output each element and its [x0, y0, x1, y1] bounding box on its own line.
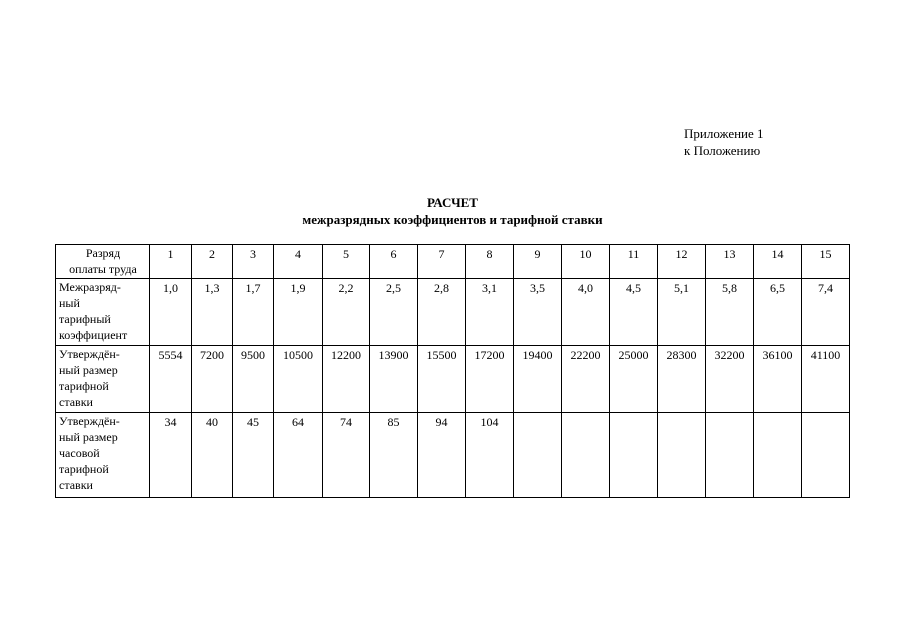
row-header — [56, 279, 150, 346]
table-cell: 19400 — [514, 346, 562, 413]
row-header-line: коэффициент — [59, 328, 128, 342]
table-cell: 45 — [233, 413, 274, 498]
table-cell: 10500 — [274, 346, 323, 413]
table-cell: 11 — [610, 245, 658, 279]
row-header-line: ставки — [59, 395, 93, 409]
table-cell: 13900 — [370, 346, 418, 413]
table-cell: 34 — [150, 413, 192, 498]
table-cell: 41100 — [802, 346, 850, 413]
table-cell: 7 — [418, 245, 466, 279]
table-cell: 3 — [233, 245, 274, 279]
row-header-line: Межразряд- — [59, 280, 121, 294]
row-header-line: Разряд — [85, 246, 121, 260]
table-cell: 8 — [466, 245, 514, 279]
table-cell: 2,8 — [418, 279, 466, 346]
table-cell: 64 — [274, 413, 323, 498]
table-cell: 5,1 — [658, 279, 706, 346]
table-cell — [562, 413, 610, 498]
table-cell: 15500 — [418, 346, 466, 413]
table-cell: 4,5 — [610, 279, 658, 346]
table-cell: 6,5 — [754, 279, 802, 346]
row-header-line: ставки — [59, 478, 93, 492]
table-cell: 2,5 — [370, 279, 418, 346]
row-header-line: тарифный — [59, 312, 111, 326]
row-header-line: ный размер — [59, 430, 118, 444]
table-row — [56, 346, 850, 413]
table-cell: 15 — [802, 245, 850, 279]
table-cell: 94 — [418, 413, 466, 498]
table-row — [56, 245, 850, 279]
table-cell: 13 — [706, 245, 754, 279]
table-cell — [754, 413, 802, 498]
table-cell: 1,0 — [150, 279, 192, 346]
table-cell: 85 — [370, 413, 418, 498]
row-header — [56, 245, 150, 279]
table-cell: 32200 — [706, 346, 754, 413]
table-cell — [802, 413, 850, 498]
title-line-1: РАСЧЕТ — [427, 195, 478, 210]
table-cell: 12 — [658, 245, 706, 279]
table-cell: 2,2 — [323, 279, 370, 346]
table-cell: 74 — [323, 413, 370, 498]
row-header — [56, 346, 150, 413]
table-cell — [658, 413, 706, 498]
table-cell: 22200 — [562, 346, 610, 413]
annex-note — [684, 125, 764, 159]
table-cell: 4,0 — [562, 279, 610, 346]
table-cell: 1,7 — [233, 279, 274, 346]
table-cell: 12200 — [323, 346, 370, 413]
table-cell: 1 — [150, 245, 192, 279]
table-cell: 5554 — [150, 346, 192, 413]
table-cell: 14 — [754, 245, 802, 279]
rates-table — [55, 244, 850, 498]
annex-line-2: к Положению — [684, 143, 761, 158]
table-cell — [514, 413, 562, 498]
table-cell: 5,8 — [706, 279, 754, 346]
table-cell: 7200 — [192, 346, 233, 413]
table-cell: 1,3 — [192, 279, 233, 346]
table-cell: 28300 — [658, 346, 706, 413]
table-cell: 17200 — [466, 346, 514, 413]
row-header-line: тарифной — [59, 462, 109, 476]
row-header-line: Утверждён- — [59, 414, 120, 428]
table-cell: 25000 — [610, 346, 658, 413]
table-cell: 9 — [514, 245, 562, 279]
table-cell: 36100 — [754, 346, 802, 413]
title-line-2: межразрядных коэффициентов и тарифной ставки — [302, 212, 603, 227]
table-row — [56, 413, 850, 498]
annex-line-1: Приложение 1 — [684, 126, 764, 141]
document-title — [0, 194, 905, 228]
table-cell: 3,5 — [514, 279, 562, 346]
table-row — [56, 279, 850, 346]
row-header-line: часовой — [59, 446, 100, 460]
row-header-line: оплаты труда — [69, 262, 137, 276]
table-cell: 7,4 — [802, 279, 850, 346]
row-header-line: тарифной — [59, 379, 109, 393]
table-cell: 5 — [323, 245, 370, 279]
table-cell: 40 — [192, 413, 233, 498]
table-cell: 6 — [370, 245, 418, 279]
table-cell: 4 — [274, 245, 323, 279]
table-cell: 1,9 — [274, 279, 323, 346]
table-cell — [706, 413, 754, 498]
table-cell: 10 — [562, 245, 610, 279]
table-cell: 3,1 — [466, 279, 514, 346]
row-header-line: Утверждён- — [59, 347, 120, 361]
table-cell: 104 — [466, 413, 514, 498]
row-header-line: ный размер — [59, 363, 118, 377]
table-cell: 2 — [192, 245, 233, 279]
table-cell: 9500 — [233, 346, 274, 413]
row-header — [56, 413, 150, 498]
table-cell — [610, 413, 658, 498]
row-header-line: ный — [59, 296, 80, 310]
